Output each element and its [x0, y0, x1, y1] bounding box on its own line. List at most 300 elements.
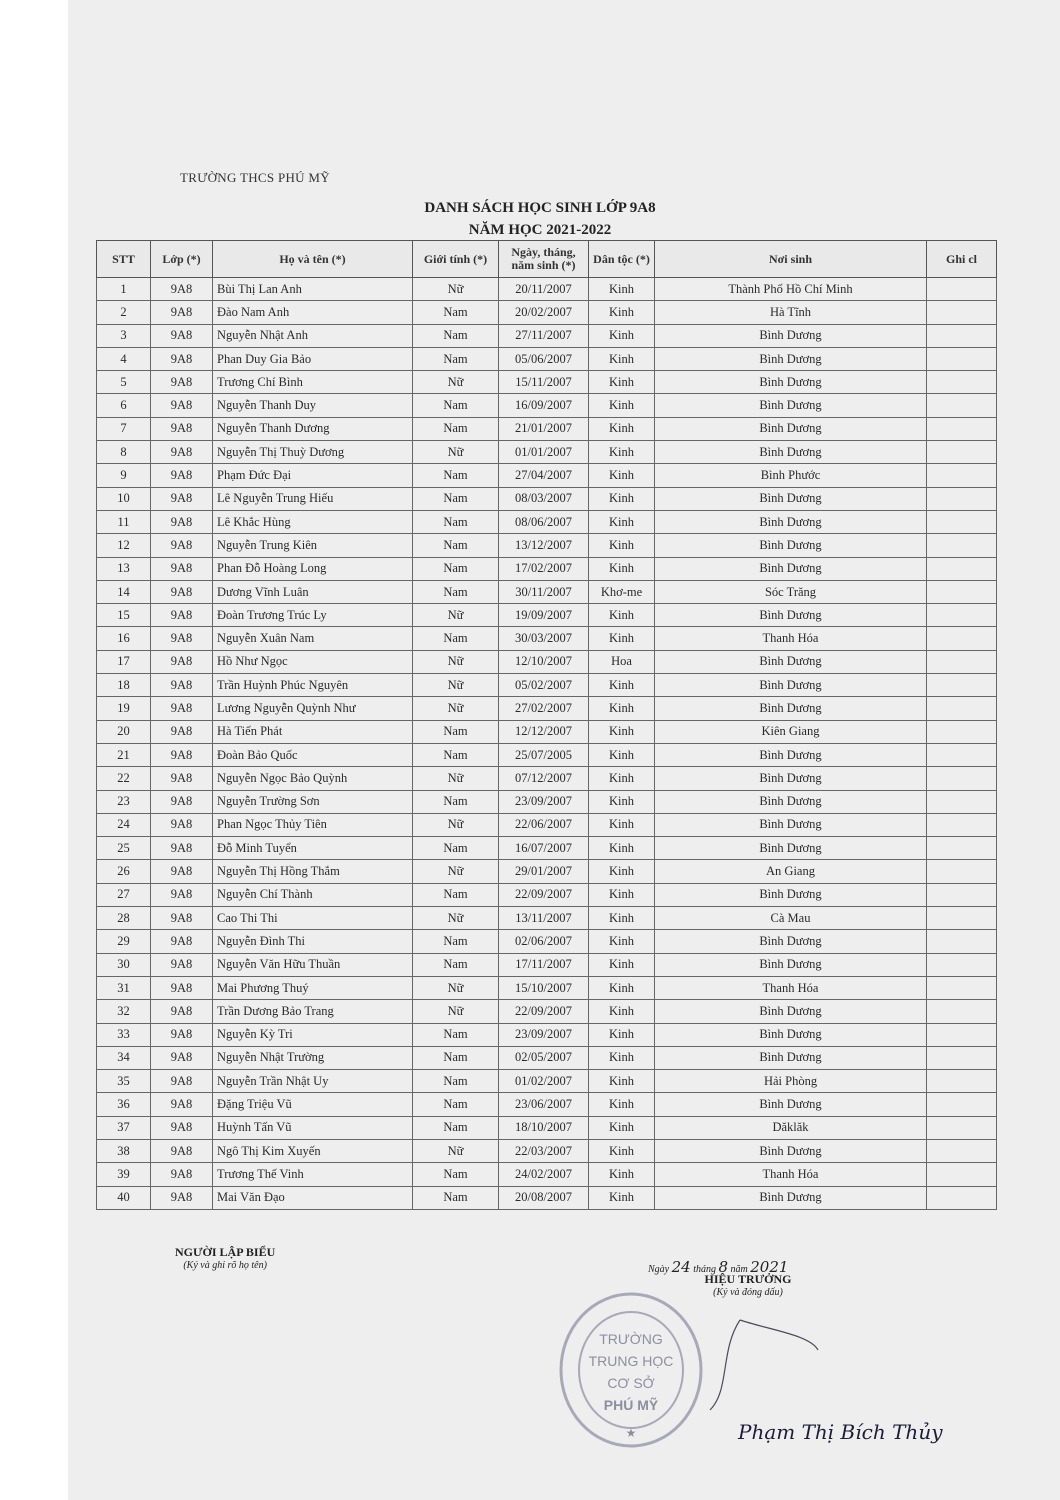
- cell-dob: 12/12/2007: [499, 720, 589, 743]
- cell-ethnicity: Kinh: [589, 301, 655, 324]
- cell-dob: 05/06/2007: [499, 347, 589, 370]
- cell-birthplace: Bình Dương: [655, 371, 927, 394]
- cell-ethnicity: Kinh: [589, 417, 655, 440]
- cell-birthplace: Cà Mau: [655, 907, 927, 930]
- student-table: [96, 240, 997, 1210]
- cell-dob: 30/03/2007: [499, 627, 589, 650]
- table-row: [97, 790, 997, 813]
- cell-class: 9A8: [151, 557, 213, 580]
- cell-dob: 07/12/2007: [499, 767, 589, 790]
- cell-class: 9A8: [151, 976, 213, 999]
- cell-birthplace: Bình Dương: [655, 487, 927, 510]
- cell-stt: 22: [97, 767, 151, 790]
- cell-dob: 01/01/2007: [499, 441, 589, 464]
- cell-name: Nguyễn Kỳ Tri: [213, 1023, 413, 1046]
- cell-birthplace: Bình Dương: [655, 347, 927, 370]
- cell-birthplace: Bình Dương: [655, 1000, 927, 1023]
- cell-class: 9A8: [151, 580, 213, 603]
- cell-class: 9A8: [151, 767, 213, 790]
- cell-dob: 30/11/2007: [499, 580, 589, 603]
- cell-dob: 21/01/2007: [499, 417, 589, 440]
- cell-birthplace: Thanh Hóa: [655, 627, 927, 650]
- cell-dob: 18/10/2007: [499, 1116, 589, 1139]
- cell-name: Lê Nguyễn Trung Hiếu: [213, 487, 413, 510]
- cell-class: 9A8: [151, 1093, 213, 1116]
- table-row: [97, 743, 997, 766]
- cell-class: 9A8: [151, 371, 213, 394]
- cell-dob: 15/11/2007: [499, 371, 589, 394]
- cell-note: [927, 813, 997, 836]
- cell-note: [927, 907, 997, 930]
- cell-class: 9A8: [151, 674, 213, 697]
- cell-gender: Nam: [413, 930, 499, 953]
- cell-name: Ngô Thị Kim Xuyến: [213, 1139, 413, 1162]
- cell-name: Đỗ Minh Tuyển: [213, 837, 413, 860]
- cell-name: Lương Nguyễn Quỳnh Như: [213, 697, 413, 720]
- cell-class: 9A8: [151, 417, 213, 440]
- cell-note: [927, 1186, 997, 1209]
- cell-ethnicity: Kinh: [589, 510, 655, 533]
- cell-ethnicity: Kinh: [589, 697, 655, 720]
- cell-dob: 12/10/2007: [499, 650, 589, 673]
- cell-note: [927, 883, 997, 906]
- cell-dob: 27/11/2007: [499, 324, 589, 347]
- table-row: [97, 1070, 997, 1093]
- cell-class: 9A8: [151, 743, 213, 766]
- date-month: 8: [718, 1258, 729, 1276]
- table-body: [97, 278, 997, 1210]
- cell-note: [927, 720, 997, 743]
- cell-gender: Nữ: [413, 371, 499, 394]
- cell-ethnicity: Kinh: [589, 1000, 655, 1023]
- cell-ethnicity: Kinh: [589, 907, 655, 930]
- cell-name: Nguyễn Trần Nhật Uy: [213, 1070, 413, 1093]
- cell-birthplace: Bình Dương: [655, 1023, 927, 1046]
- cell-birthplace: Bình Dương: [655, 743, 927, 766]
- cell-stt: 15: [97, 604, 151, 627]
- cell-ethnicity: Kinh: [589, 813, 655, 836]
- cell-stt: 17: [97, 650, 151, 673]
- cell-note: [927, 1000, 997, 1023]
- cell-name: Nguyễn Thanh Dương: [213, 417, 413, 440]
- cell-note: [927, 674, 997, 697]
- maker-block: [175, 1245, 275, 1271]
- cell-stt: 23: [97, 790, 151, 813]
- cell-birthplace: Bình Dương: [655, 557, 927, 580]
- cell-gender: Nữ: [413, 650, 499, 673]
- cell-gender: Nam: [413, 324, 499, 347]
- cell-name: Đoàn Trương Trúc Ly: [213, 604, 413, 627]
- cell-dob: 22/09/2007: [499, 883, 589, 906]
- table-row: [97, 441, 997, 464]
- cell-note: [927, 1163, 997, 1186]
- cell-dob: 22/03/2007: [499, 1139, 589, 1162]
- cell-dob: 19/09/2007: [499, 604, 589, 627]
- cell-ethnicity: Kinh: [589, 953, 655, 976]
- cell-gender: Nam: [413, 1093, 499, 1116]
- table-row: [97, 1093, 997, 1116]
- date-day: 24: [671, 1258, 691, 1276]
- cell-dob: 02/06/2007: [499, 930, 589, 953]
- table-row: [97, 510, 997, 533]
- cell-birthplace: Bình Dương: [655, 1093, 927, 1116]
- cell-class: 9A8: [151, 1046, 213, 1069]
- cell-dob: 20/08/2007: [499, 1186, 589, 1209]
- cell-class: 9A8: [151, 790, 213, 813]
- cell-class: 9A8: [151, 487, 213, 510]
- table-row: [97, 604, 997, 627]
- cell-note: [927, 953, 997, 976]
- table-row: [97, 557, 997, 580]
- cell-gender: Nam: [413, 953, 499, 976]
- cell-ethnicity: Khơ-me: [589, 580, 655, 603]
- cell-stt: 4: [97, 347, 151, 370]
- cell-ethnicity: Kinh: [589, 767, 655, 790]
- cell-ethnicity: Kinh: [589, 371, 655, 394]
- cell-ethnicity: Hoa: [589, 650, 655, 673]
- cell-stt: 10: [97, 487, 151, 510]
- cell-stt: 33: [97, 1023, 151, 1046]
- cell-gender: Nam: [413, 394, 499, 417]
- cell-name: Nguyễn Chí Thành: [213, 883, 413, 906]
- cell-name: Nguyễn Văn Hữu Thuần: [213, 953, 413, 976]
- cell-birthplace: Thanh Hóa: [655, 976, 927, 999]
- cell-ethnicity: Kinh: [589, 790, 655, 813]
- cell-gender: Nam: [413, 417, 499, 440]
- cell-name: Nguyễn Trường Sơn: [213, 790, 413, 813]
- cell-gender: Nữ: [413, 907, 499, 930]
- cell-gender: Nam: [413, 1163, 499, 1186]
- cell-stt: 40: [97, 1186, 151, 1209]
- cell-birthplace: Bình Dương: [655, 604, 927, 627]
- cell-class: 9A8: [151, 1186, 213, 1209]
- cell-dob: 23/09/2007: [499, 790, 589, 813]
- cell-gender: Nam: [413, 464, 499, 487]
- cell-ethnicity: Kinh: [589, 534, 655, 557]
- cell-dob: 13/12/2007: [499, 534, 589, 557]
- table-row: [97, 720, 997, 743]
- cell-name: Trương Chí Bình: [213, 371, 413, 394]
- cell-stt: 13: [97, 557, 151, 580]
- table-row: [97, 534, 997, 557]
- cell-class: 9A8: [151, 720, 213, 743]
- cell-note: [927, 487, 997, 510]
- col-header-class: Lớp (*): [151, 241, 213, 278]
- cell-birthplace: Bình Dương: [655, 930, 927, 953]
- cell-ethnicity: Kinh: [589, 674, 655, 697]
- table-row: [97, 837, 997, 860]
- cell-note: [927, 650, 997, 673]
- cell-gender: Nam: [413, 487, 499, 510]
- cell-stt: 31: [97, 976, 151, 999]
- cell-stt: 34: [97, 1046, 151, 1069]
- cell-ethnicity: Kinh: [589, 1139, 655, 1162]
- cell-note: [927, 278, 997, 301]
- cell-ethnicity: Kinh: [589, 1163, 655, 1186]
- cell-birthplace: Bình Phước: [655, 464, 927, 487]
- cell-gender: Nam: [413, 301, 499, 324]
- cell-class: 9A8: [151, 347, 213, 370]
- col-header-gender: Giới tính (*): [413, 241, 499, 278]
- cell-gender: Nam: [413, 557, 499, 580]
- cell-ethnicity: Kinh: [589, 837, 655, 860]
- cell-stt: 25: [97, 837, 151, 860]
- cell-stt: 37: [97, 1116, 151, 1139]
- cell-gender: Nữ: [413, 1139, 499, 1162]
- table-row: [97, 813, 997, 836]
- cell-stt: 26: [97, 860, 151, 883]
- cell-birthplace: Bình Dương: [655, 510, 927, 533]
- cell-birthplace: Bình Dương: [655, 883, 927, 906]
- cell-class: 9A8: [151, 1023, 213, 1046]
- cell-ethnicity: Kinh: [589, 394, 655, 417]
- table-row: [97, 976, 997, 999]
- cell-stt: 20: [97, 720, 151, 743]
- cell-birthplace: Bình Dương: [655, 674, 927, 697]
- cell-dob: 16/09/2007: [499, 394, 589, 417]
- seal-line-4: PHÚ MỸ: [603, 1397, 659, 1413]
- cell-class: 9A8: [151, 604, 213, 627]
- cell-name: Trần Huỳnh Phúc Nguyên: [213, 674, 413, 697]
- cell-class: 9A8: [151, 510, 213, 533]
- cell-gender: Nam: [413, 534, 499, 557]
- cell-class: 9A8: [151, 1163, 213, 1186]
- cell-birthplace: An Giang: [655, 860, 927, 883]
- cell-dob: 20/11/2007: [499, 278, 589, 301]
- table-row: [97, 580, 997, 603]
- cell-name: Đặng Triệu Vũ: [213, 1093, 413, 1116]
- cell-class: 9A8: [151, 883, 213, 906]
- cell-gender: Nam: [413, 720, 499, 743]
- cell-birthplace: Thanh Hóa: [655, 1163, 927, 1186]
- cell-ethnicity: Kinh: [589, 557, 655, 580]
- cell-birthplace: Bình Dương: [655, 790, 927, 813]
- cell-gender: Nam: [413, 837, 499, 860]
- cell-dob: 08/03/2007: [499, 487, 589, 510]
- table-row: [97, 1000, 997, 1023]
- cell-class: 9A8: [151, 534, 213, 557]
- cell-name: Hà Tiến Phát: [213, 720, 413, 743]
- cell-stt: 2: [97, 301, 151, 324]
- cell-birthplace: Bình Dương: [655, 1139, 927, 1162]
- cell-birthplace: Bình Dương: [655, 1186, 927, 1209]
- cell-birthplace: Bình Dương: [655, 697, 927, 720]
- table-row: [97, 487, 997, 510]
- cell-name: Trương Thế Vinh: [213, 1163, 413, 1186]
- cell-ethnicity: Kinh: [589, 1093, 655, 1116]
- cell-gender: Nam: [413, 347, 499, 370]
- cell-class: 9A8: [151, 324, 213, 347]
- cell-dob: 24/02/2007: [499, 1163, 589, 1186]
- cell-name: Mai Văn Đạo: [213, 1186, 413, 1209]
- cell-birthplace: Dăklăk: [655, 1116, 927, 1139]
- table-row: [97, 324, 997, 347]
- cell-note: [927, 301, 997, 324]
- cell-gender: Nam: [413, 510, 499, 533]
- table-row: [97, 347, 997, 370]
- cell-ethnicity: Kinh: [589, 347, 655, 370]
- table-row: [97, 1163, 997, 1186]
- table-row: [97, 1139, 997, 1162]
- cell-stt: 21: [97, 743, 151, 766]
- col-header-ethnicity: Dân tộc (*): [589, 241, 655, 278]
- col-header-stt: STT: [97, 241, 151, 278]
- cell-note: [927, 417, 997, 440]
- cell-ethnicity: Kinh: [589, 1023, 655, 1046]
- cell-class: 9A8: [151, 930, 213, 953]
- cell-note: [927, 324, 997, 347]
- cell-ethnicity: Kinh: [589, 1070, 655, 1093]
- cell-dob: 17/11/2007: [499, 953, 589, 976]
- cell-note: [927, 1070, 997, 1093]
- cell-name: Huỳnh Tấn Vũ: [213, 1116, 413, 1139]
- cell-class: 9A8: [151, 627, 213, 650]
- table-row: [97, 883, 997, 906]
- cell-birthplace: Bình Dương: [655, 441, 927, 464]
- maker-label: NGƯỜI LẬP BIỂU: [175, 1245, 276, 1259]
- cell-dob: 22/09/2007: [499, 1000, 589, 1023]
- cell-dob: 16/07/2007: [499, 837, 589, 860]
- cell-name: Dương Vĩnh Luân: [213, 580, 413, 603]
- cell-note: [927, 790, 997, 813]
- table-row: [97, 767, 997, 790]
- cell-gender: Nam: [413, 1046, 499, 1069]
- cell-note: [927, 441, 997, 464]
- cell-dob: 08/06/2007: [499, 510, 589, 533]
- cell-dob: 15/10/2007: [499, 976, 589, 999]
- cell-ethnicity: Kinh: [589, 627, 655, 650]
- cell-name: Mai Phương Thuý: [213, 976, 413, 999]
- cell-name: Trần Dương Bảo Trang: [213, 1000, 413, 1023]
- table-row: [97, 697, 997, 720]
- cell-note: [927, 976, 997, 999]
- cell-name: Phan Ngọc Thủy Tiên: [213, 813, 413, 836]
- cell-ethnicity: Kinh: [589, 441, 655, 464]
- cell-name: Cao Thi Thi: [213, 907, 413, 930]
- cell-gender: Nữ: [413, 604, 499, 627]
- cell-gender: Nữ: [413, 441, 499, 464]
- cell-dob: 05/02/2007: [499, 674, 589, 697]
- school-name: TRƯỜNG THCS PHÚ MỸ: [180, 170, 330, 185]
- col-header-note: Ghi cl: [927, 241, 997, 278]
- cell-gender: Nam: [413, 1186, 499, 1209]
- cell-note: [927, 860, 997, 883]
- col-header-name: Họ và tên (*): [213, 241, 413, 278]
- cell-note: [927, 510, 997, 533]
- cell-stt: 1: [97, 278, 151, 301]
- cell-note: [927, 394, 997, 417]
- cell-birthplace: Bình Dương: [655, 953, 927, 976]
- cell-gender: Nữ: [413, 860, 499, 883]
- cell-ethnicity: Kinh: [589, 1046, 655, 1069]
- cell-ethnicity: Kinh: [589, 464, 655, 487]
- cell-stt: 30: [97, 953, 151, 976]
- cell-name: Nguyễn Xuân Nam: [213, 627, 413, 650]
- cell-gender: Nữ: [413, 278, 499, 301]
- cell-birthplace: Bình Dương: [655, 1046, 927, 1069]
- cell-stt: 28: [97, 907, 151, 930]
- cell-ethnicity: Kinh: [589, 1186, 655, 1209]
- cell-note: [927, 767, 997, 790]
- cell-gender: Nữ: [413, 813, 499, 836]
- table-header-row: [97, 241, 997, 278]
- cell-class: 9A8: [151, 278, 213, 301]
- cell-ethnicity: Kinh: [589, 1116, 655, 1139]
- cell-gender: Nữ: [413, 697, 499, 720]
- cell-name: Đoàn Bảo Quốc: [213, 743, 413, 766]
- cell-class: 9A8: [151, 394, 213, 417]
- cell-stt: 36: [97, 1093, 151, 1116]
- cell-ethnicity: Kinh: [589, 720, 655, 743]
- seal-star-icon: ★: [625, 1426, 637, 1440]
- cell-birthplace: Bình Dương: [655, 767, 927, 790]
- signature-stroke: [700, 1310, 820, 1420]
- cell-note: [927, 347, 997, 370]
- cell-note: [927, 627, 997, 650]
- table-row: [97, 860, 997, 883]
- cell-dob: 29/01/2007: [499, 860, 589, 883]
- cell-gender: Nam: [413, 883, 499, 906]
- document-title: DANH SÁCH HỌC SINH LỚP 9A8: [424, 200, 656, 216]
- seal-outer-ring: [561, 1294, 701, 1446]
- cell-note: [927, 1116, 997, 1139]
- cell-stt: 6: [97, 394, 151, 417]
- cell-birthplace: Thành Phố Hồ Chí Minh: [655, 278, 927, 301]
- cell-birthplace: Bình Dương: [655, 650, 927, 673]
- cell-stt: 32: [97, 1000, 151, 1023]
- cell-note: [927, 1093, 997, 1116]
- cell-gender: Nam: [413, 1070, 499, 1093]
- cell-dob: 27/02/2007: [499, 697, 589, 720]
- cell-note: [927, 464, 997, 487]
- cell-stt: 27: [97, 883, 151, 906]
- cell-dob: 01/02/2007: [499, 1070, 589, 1093]
- cell-gender: Nữ: [413, 976, 499, 999]
- seal-line-2: TRUNG HỌC: [588, 1353, 674, 1369]
- cell-stt: 3: [97, 324, 151, 347]
- table-row: [97, 627, 997, 650]
- cell-stt: 19: [97, 697, 151, 720]
- cell-dob: 23/06/2007: [499, 1093, 589, 1116]
- cell-stt: 35: [97, 1070, 151, 1093]
- table-row: [97, 1116, 997, 1139]
- table-row: [97, 464, 997, 487]
- cell-class: 9A8: [151, 1000, 213, 1023]
- principal-label: HIỆU TRƯỞNG: [704, 1272, 792, 1286]
- cell-gender: Nam: [413, 1023, 499, 1046]
- cell-stt: 5: [97, 371, 151, 394]
- table-row: [97, 930, 997, 953]
- cell-stt: 14: [97, 580, 151, 603]
- cell-ethnicity: Kinh: [589, 278, 655, 301]
- principal-sub: (Ký và đóng dấu): [713, 1287, 783, 1298]
- table-row: [97, 301, 997, 324]
- cell-gender: Nam: [413, 743, 499, 766]
- cell-stt: 29: [97, 930, 151, 953]
- cell-name: Nguyễn Nhật Anh: [213, 324, 413, 347]
- cell-dob: 13/11/2007: [499, 907, 589, 930]
- cell-name: Nguyễn Ngọc Bảo Quỳnh: [213, 767, 413, 790]
- cell-stt: 11: [97, 510, 151, 533]
- table-row: [97, 1186, 997, 1209]
- cell-gender: Nam: [413, 1116, 499, 1139]
- cell-note: [927, 534, 997, 557]
- cell-name: Nguyễn Đình Thi: [213, 930, 413, 953]
- cell-class: 9A8: [151, 813, 213, 836]
- cell-dob: 25/07/2005: [499, 743, 589, 766]
- cell-dob: 27/04/2007: [499, 464, 589, 487]
- cell-stt: 16: [97, 627, 151, 650]
